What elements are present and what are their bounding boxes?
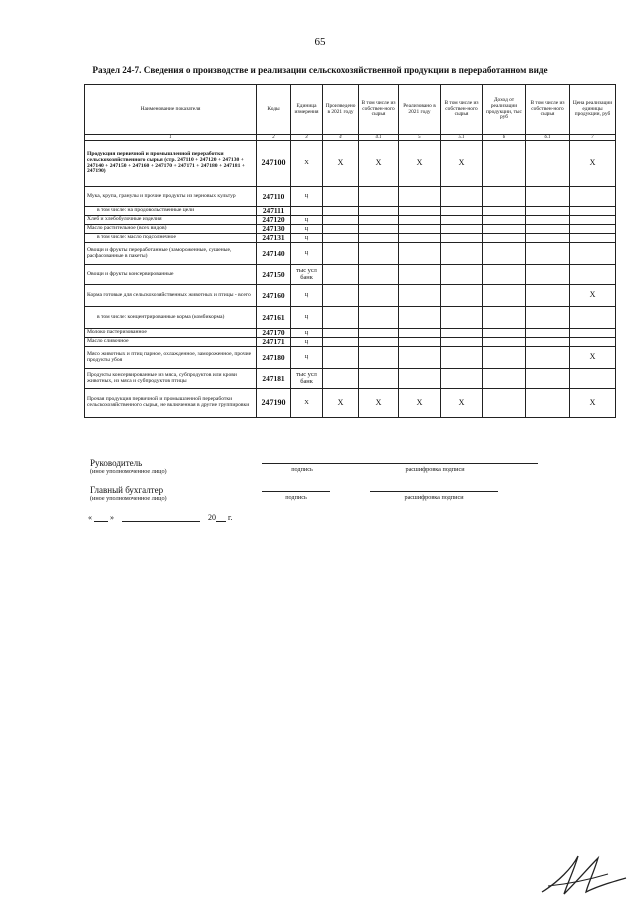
cell-income[interactable] xyxy=(483,234,526,243)
cell-unit-price[interactable] xyxy=(570,265,616,285)
header-indicator-name: Наименование показателя xyxy=(85,85,257,135)
header-row xyxy=(85,85,616,135)
row-unit: ц xyxy=(291,285,323,307)
cell-sold[interactable] xyxy=(399,225,441,234)
row-name: Хлеб и хлебобулочные изделия xyxy=(85,216,257,225)
cell-sold-own[interactable] xyxy=(441,369,483,389)
row-name: в том числе: концентрированные корма (комбикорма) xyxy=(85,307,257,329)
cell-unit-price[interactable] xyxy=(570,234,616,243)
cell-produced-own[interactable] xyxy=(359,187,399,207)
row-code: 247111 xyxy=(257,207,291,216)
row-code: 247171 xyxy=(257,338,291,347)
cell-sold-own[interactable] xyxy=(441,216,483,225)
row-code: 247130 xyxy=(257,225,291,234)
table-row xyxy=(85,265,616,285)
cell-produced[interactable] xyxy=(323,265,359,285)
cell-unit-price[interactable] xyxy=(570,307,616,329)
row-code: 247100 xyxy=(257,141,291,187)
cell-sold-own[interactable] xyxy=(441,329,483,338)
table-row xyxy=(85,225,616,234)
head-signature-block xyxy=(90,458,167,475)
cell-income-own[interactable] xyxy=(526,285,570,307)
cell-income-own[interactable] xyxy=(526,187,570,207)
section-title: Раздел 24-7. Сведения о производстве и реализации сельскохозяйственной продукции в переработанном виде xyxy=(92,65,548,75)
header-sold-own: В том числе из собствен-ного сырья xyxy=(441,85,483,135)
head-role-sublabel: (иное уполномоченное лицо) xyxy=(90,468,167,475)
column-number: 4.1 xyxy=(359,135,399,141)
cell-produced[interactable] xyxy=(323,216,359,225)
cell-income-own[interactable] xyxy=(526,234,570,243)
accountant-sign-caption: подпись xyxy=(285,494,307,501)
cell-income-own[interactable] xyxy=(526,369,570,389)
row-name: Масло растительное (всех видов) xyxy=(85,225,257,234)
page-number: 65 xyxy=(314,36,326,48)
cell-income-own[interactable] xyxy=(526,338,570,347)
handwritten-signature xyxy=(538,852,630,898)
cell-sold[interactable] xyxy=(399,234,441,243)
cell-produced[interactable] xyxy=(323,187,359,207)
cell-unit-price[interactable]: Х xyxy=(570,141,616,187)
cell-income[interactable] xyxy=(483,285,526,307)
row-name: Корма готовые для сельскохозяйственных животных и птицы - всего xyxy=(85,285,257,307)
cell-sold-own[interactable] xyxy=(441,285,483,307)
cell-sold[interactable] xyxy=(399,265,441,285)
cell-sold[interactable] xyxy=(399,329,441,338)
cell-produced-own[interactable] xyxy=(359,207,399,216)
cell-income-own[interactable] xyxy=(526,347,570,369)
row-unit: ц xyxy=(291,243,323,265)
row-code: 247110 xyxy=(257,187,291,207)
row-code: 247160 xyxy=(257,285,291,307)
cell-income-own[interactable] xyxy=(526,216,570,225)
cell-income[interactable] xyxy=(483,389,526,418)
table-row xyxy=(85,285,616,307)
row-name: в том числе: на продовольственные цели xyxy=(85,207,257,216)
cell-income-own[interactable] xyxy=(526,265,570,285)
row-name: в том числе: масло подсолнечное xyxy=(85,234,257,243)
row-name: Прочая продукция первичной и промышленной переработки сельскохозяйственного сырья, не включенная в другие группировки xyxy=(85,389,257,418)
cell-produced[interactable] xyxy=(323,225,359,234)
cell-income[interactable] xyxy=(483,187,526,207)
cell-sold[interactable] xyxy=(399,307,441,329)
cell-income[interactable] xyxy=(483,338,526,347)
table-row xyxy=(85,369,616,389)
cell-sold-own[interactable] xyxy=(441,187,483,207)
date-year-prefix: 20 xyxy=(208,513,216,522)
row-code: 247140 xyxy=(257,243,291,265)
cell-income[interactable] xyxy=(483,141,526,187)
row-unit: ц xyxy=(291,329,323,338)
cell-income-own[interactable] xyxy=(526,307,570,329)
cell-sold-own[interactable] xyxy=(441,307,483,329)
row-name: Продукция первичной и промышленной переработки сельскохозяйственного сырья (стр. 247110 + 247120 + 247130 + 247140 + 247150 + 247160 + 247170 + 247171 + 247180 + 247181 + 247190) xyxy=(85,141,257,187)
cell-income[interactable] xyxy=(483,369,526,389)
cell-produced-own[interactable] xyxy=(359,338,399,347)
cell-income[interactable] xyxy=(483,207,526,216)
header-unit-price: Цена реализации единицы продукции, руб xyxy=(570,85,616,135)
cell-produced[interactable] xyxy=(323,234,359,243)
column-number: 3 xyxy=(291,135,323,141)
row-name: Овощи и фрукты переработанные (замороженные, сушеные, расфасованные в пакеты) xyxy=(85,243,257,265)
table-row xyxy=(85,307,616,329)
cell-unit-price[interactable]: Х xyxy=(570,285,616,307)
cell-sold-own[interactable] xyxy=(441,234,483,243)
cell-sold-own[interactable] xyxy=(441,225,483,234)
table-row xyxy=(85,216,616,225)
cell-unit-price[interactable] xyxy=(570,187,616,207)
cell-income[interactable] xyxy=(483,216,526,225)
date-close-quote: » xyxy=(110,513,114,522)
table-row xyxy=(85,141,616,187)
head-signature-line[interactable] xyxy=(262,463,538,464)
cell-income-own[interactable] xyxy=(526,141,570,187)
cell-sold[interactable]: Х xyxy=(399,141,441,187)
cell-produced[interactable] xyxy=(323,243,359,265)
row-unit: ц xyxy=(291,225,323,234)
column-number: 7 xyxy=(570,135,616,141)
date-open-quote: « xyxy=(88,513,92,522)
row-code: 247190 xyxy=(257,389,291,418)
header-produced: Произведено в 2021 году xyxy=(323,85,359,135)
cell-income-own[interactable] xyxy=(526,225,570,234)
cell-income[interactable] xyxy=(483,225,526,234)
cell-produced-own[interactable] xyxy=(359,265,399,285)
row-name: Продукты консервированные из мяса, субпродуктов или крови животных, из мяса и субпродуктов птицы xyxy=(85,369,257,389)
header-income-own: В том числе из собствен-ного сырья xyxy=(526,85,570,135)
cell-sold[interactable] xyxy=(399,216,441,225)
cell-produced[interactable]: Х xyxy=(323,141,359,187)
date-day-field[interactable] xyxy=(94,512,108,522)
cell-produced-own[interactable] xyxy=(359,329,399,338)
row-name: Молоко пастеризованное xyxy=(85,329,257,338)
cell-produced[interactable] xyxy=(323,307,359,329)
cell-unit-price[interactable] xyxy=(570,338,616,347)
cell-income-own[interactable] xyxy=(526,243,570,265)
row-code: 247180 xyxy=(257,347,291,369)
cell-unit-price[interactable] xyxy=(570,207,616,216)
date-year-suffix: г. xyxy=(228,513,233,522)
cell-unit-price[interactable] xyxy=(570,243,616,265)
row-code: 247131 xyxy=(257,234,291,243)
cell-income[interactable] xyxy=(483,265,526,285)
cell-unit-price[interactable] xyxy=(570,369,616,389)
header-sold: Реализовано в 2021 году xyxy=(399,85,441,135)
accountant-role-sublabel: (иное уполномоченное лицо) xyxy=(90,495,167,502)
cell-income-own[interactable] xyxy=(526,207,570,216)
cell-income-own[interactable] xyxy=(526,329,570,338)
cell-sold[interactable] xyxy=(399,285,441,307)
production-table xyxy=(84,84,616,418)
row-unit: ц xyxy=(291,338,323,347)
table-row xyxy=(85,234,616,243)
cell-produced-own[interactable] xyxy=(359,216,399,225)
row-code: 247170 xyxy=(257,329,291,338)
row-name: Мука, крупа, гранулы и прочие продукты из зерновых культур xyxy=(85,187,257,207)
cell-sold-own[interactable] xyxy=(441,338,483,347)
table-row xyxy=(85,243,616,265)
cell-sold[interactable]: Х xyxy=(399,389,441,418)
row-unit xyxy=(291,207,323,216)
cell-produced[interactable] xyxy=(323,285,359,307)
date-year-field[interactable] xyxy=(216,512,226,522)
cell-income[interactable] xyxy=(483,307,526,329)
cell-produced-own[interactable] xyxy=(359,307,399,329)
row-unit: ц xyxy=(291,234,323,243)
accountant-decode-line[interactable] xyxy=(370,491,498,492)
cell-sold-own[interactable]: Х xyxy=(441,389,483,418)
cell-sold[interactable] xyxy=(399,187,441,207)
cell-sold-own[interactable] xyxy=(441,207,483,216)
accountant-signature-block xyxy=(90,485,167,502)
cell-produced-own[interactable] xyxy=(359,347,399,369)
cell-sold-own[interactable] xyxy=(441,243,483,265)
row-name: Мясо животных и птиц парное, охлажденное, замороженное, прочие продукты убоя xyxy=(85,347,257,369)
row-unit: тыс усл банк xyxy=(291,265,323,285)
cell-produced[interactable]: Х xyxy=(323,389,359,418)
cell-unit-price[interactable]: Х xyxy=(570,389,616,418)
cell-income-own[interactable] xyxy=(526,389,570,418)
table-row xyxy=(85,329,616,338)
row-unit: ц xyxy=(291,216,323,225)
table-row xyxy=(85,207,616,216)
cell-unit-price[interactable] xyxy=(570,216,616,225)
table-row xyxy=(85,347,616,369)
cell-produced[interactable] xyxy=(323,338,359,347)
cell-sold-own[interactable] xyxy=(441,347,483,369)
head-sign-caption: подпись xyxy=(291,466,313,473)
row-unit: Х xyxy=(291,141,323,187)
cell-sold-own[interactable] xyxy=(441,265,483,285)
cell-produced[interactable] xyxy=(323,329,359,338)
table-row xyxy=(85,389,616,418)
header-codes: Коды xyxy=(257,85,291,135)
accountant-signature-line[interactable] xyxy=(262,491,330,492)
cell-produced[interactable] xyxy=(323,207,359,216)
cell-produced-own[interactable]: Х xyxy=(359,141,399,187)
cell-sold[interactable] xyxy=(399,207,441,216)
cell-produced[interactable] xyxy=(323,347,359,369)
head-decode-caption: расшифровка подписи xyxy=(405,466,465,473)
accountant-role-label: Главный бухгалтер xyxy=(90,485,164,495)
row-unit: Х xyxy=(291,389,323,418)
cell-unit-price[interactable]: Х xyxy=(570,347,616,369)
cell-sold[interactable] xyxy=(399,338,441,347)
cell-produced-own[interactable]: Х xyxy=(359,389,399,418)
row-code: 247181 xyxy=(257,369,291,389)
head-role-label: Руководитель xyxy=(90,458,143,468)
header-produced-own: В том числе из собствен-ного сырья xyxy=(359,85,399,135)
column-number: 2 xyxy=(257,135,291,141)
column-number: 6 xyxy=(483,135,526,141)
column-number: 4 xyxy=(323,135,359,141)
column-number: 5 xyxy=(399,135,441,141)
column-number: 5.1 xyxy=(441,135,483,141)
row-code: 247150 xyxy=(257,265,291,285)
row-code: 247120 xyxy=(257,216,291,225)
cell-sold[interactable] xyxy=(399,243,441,265)
row-unit: ц xyxy=(291,347,323,369)
row-unit: тыс усл банк xyxy=(291,369,323,389)
column-number: 6.1 xyxy=(526,135,570,141)
cell-unit-price[interactable] xyxy=(570,329,616,338)
cell-produced-own[interactable] xyxy=(359,369,399,389)
cell-produced-own[interactable] xyxy=(359,285,399,307)
date-line xyxy=(88,512,232,522)
cell-unit-price[interactable] xyxy=(570,225,616,234)
table-row xyxy=(85,338,616,347)
header-unit: Единица измерения xyxy=(291,85,323,135)
accountant-decode-caption: расшифровка подписи xyxy=(404,494,464,501)
cell-income[interactable] xyxy=(483,329,526,338)
cell-produced-own[interactable] xyxy=(359,234,399,243)
row-unit: ц xyxy=(291,187,323,207)
header-income: Доход от реализации продукции, тыс руб xyxy=(483,85,526,135)
cell-sold-own[interactable]: Х xyxy=(441,141,483,187)
row-unit: ц xyxy=(291,307,323,329)
cell-income[interactable] xyxy=(483,347,526,369)
cell-sold[interactable] xyxy=(399,369,441,389)
cell-produced-own[interactable] xyxy=(359,225,399,234)
date-month-field[interactable] xyxy=(122,512,200,522)
cell-sold[interactable] xyxy=(399,347,441,369)
row-name: Овощи и фрукты консервированные xyxy=(85,265,257,285)
row-name: Масло сливочное xyxy=(85,338,257,347)
table-row xyxy=(85,187,616,207)
column-number: 1 xyxy=(85,135,257,141)
cell-produced-own[interactable] xyxy=(359,243,399,265)
cell-income[interactable] xyxy=(483,243,526,265)
row-code: 247161 xyxy=(257,307,291,329)
cell-produced[interactable] xyxy=(323,369,359,389)
